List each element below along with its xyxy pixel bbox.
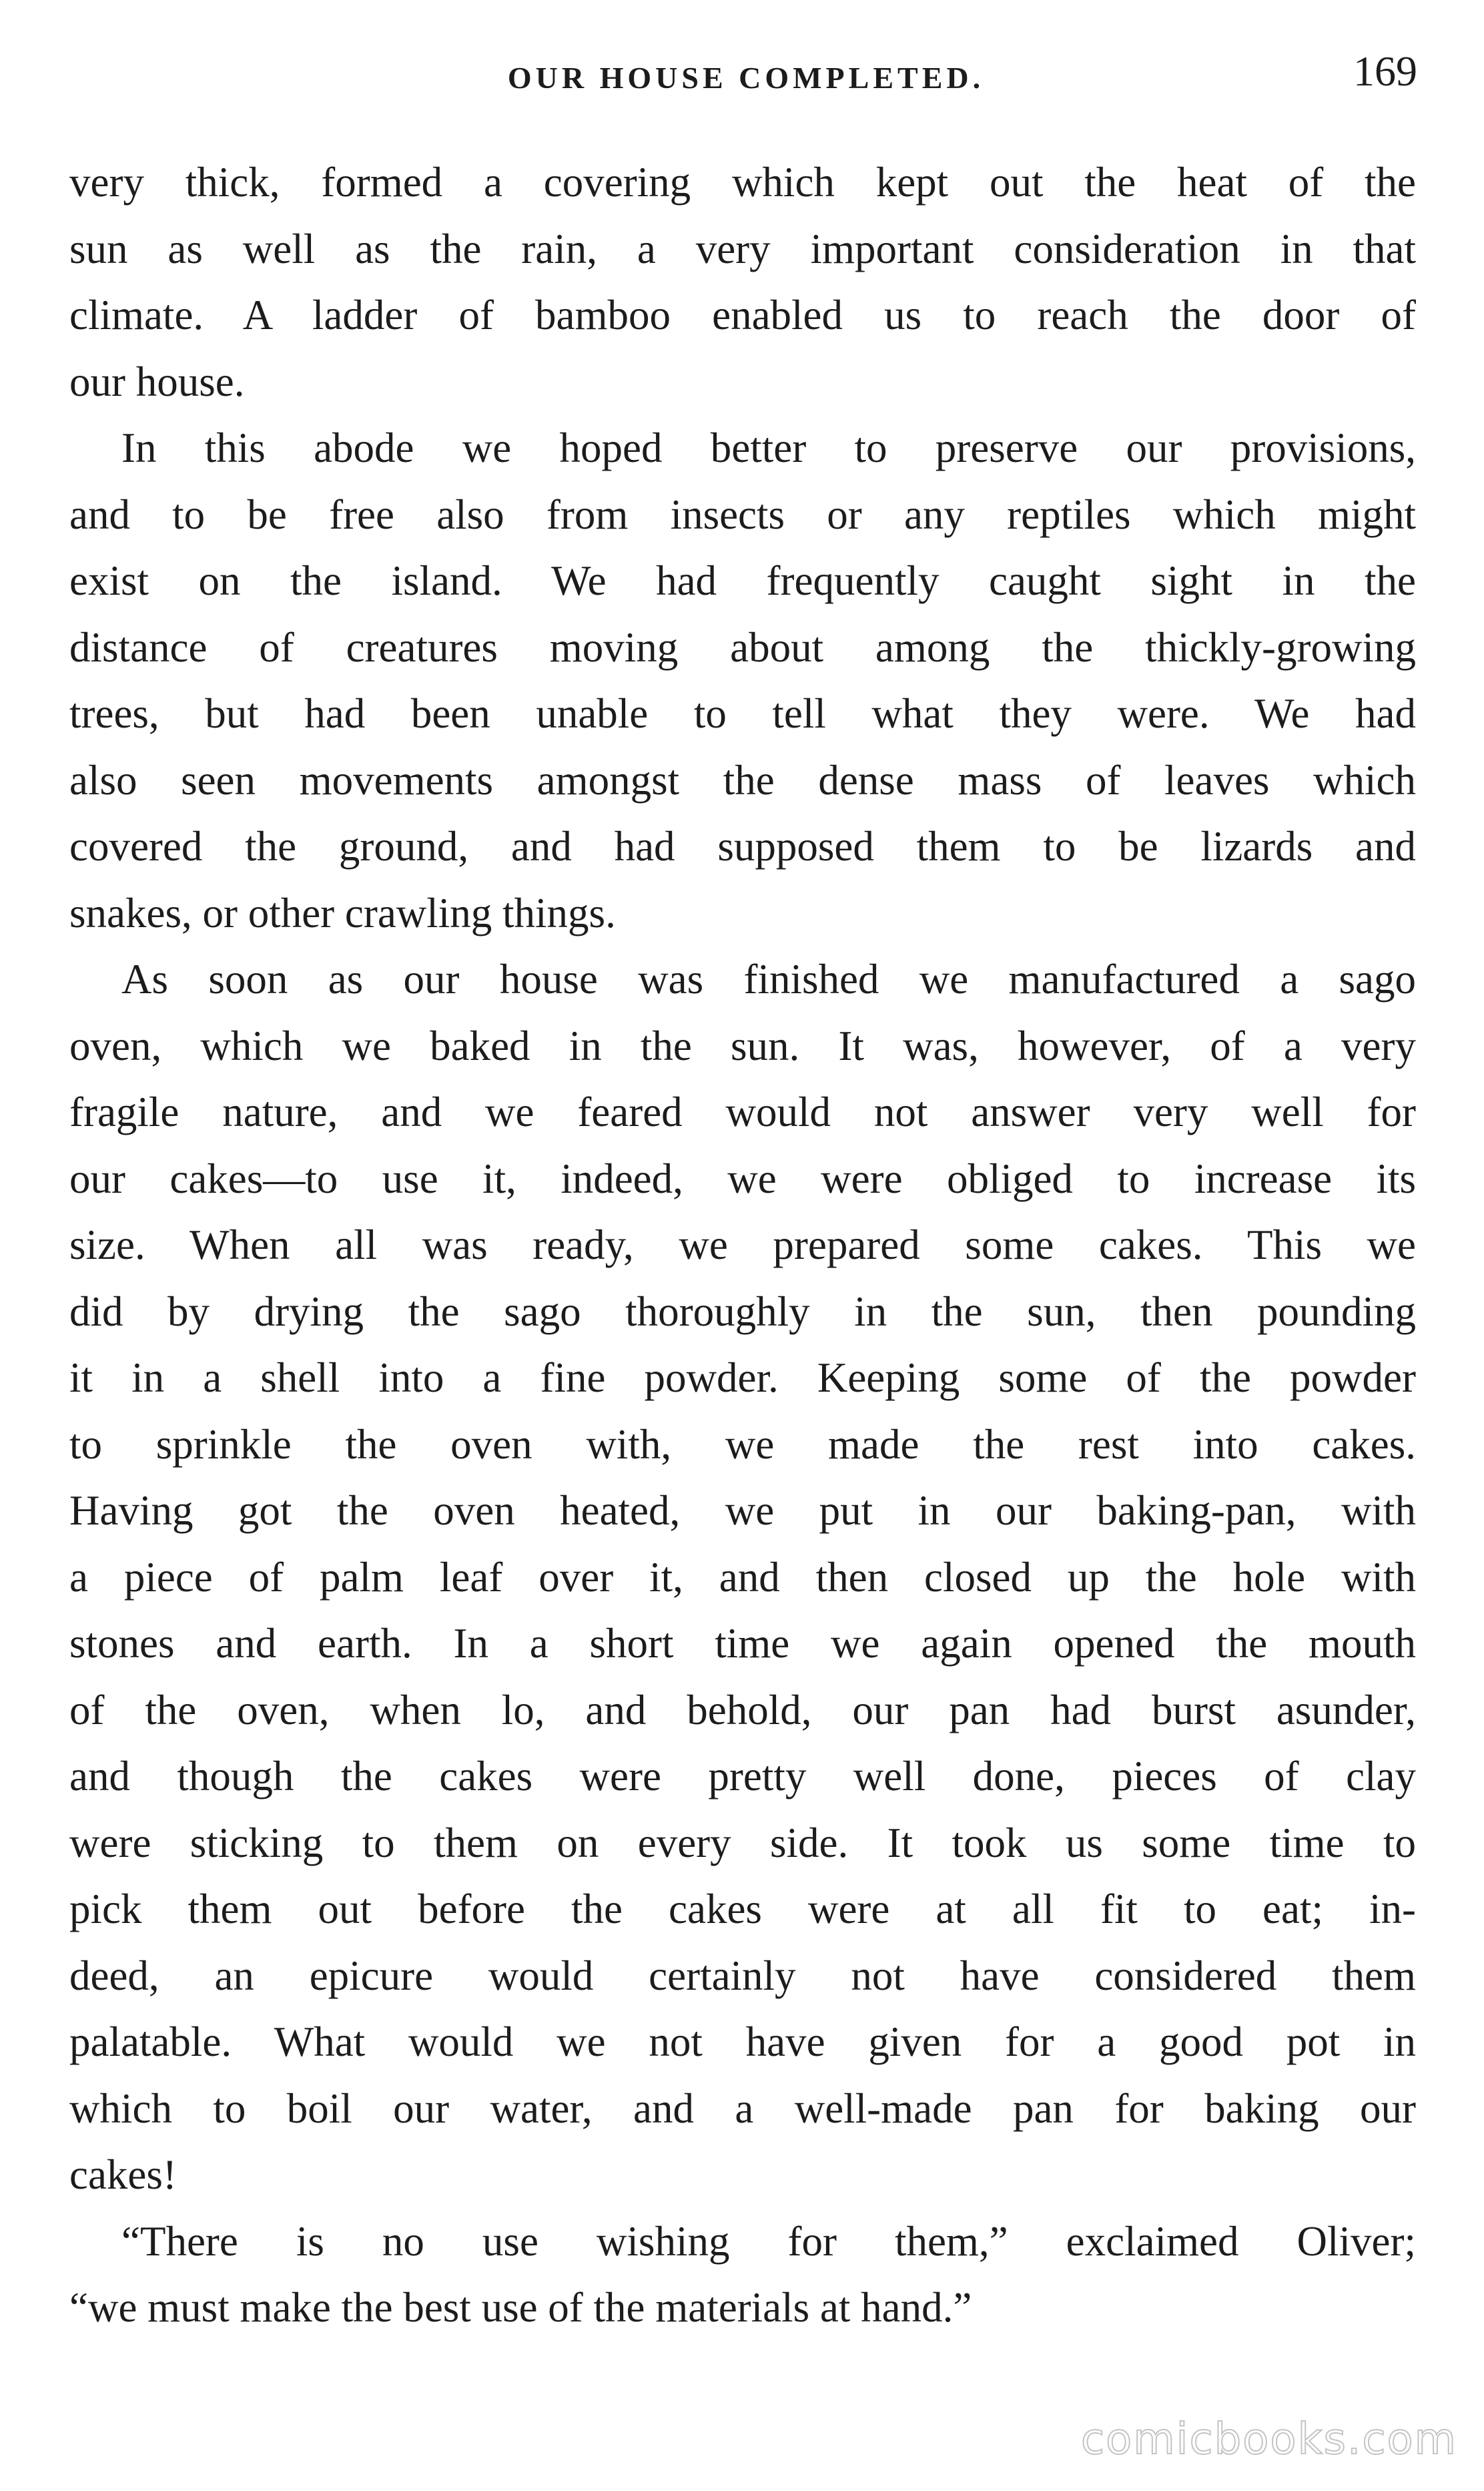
running-head [69,47,1423,120]
text-line: palatable. What would we not have given for a good pot in [69,2018,1416,2065]
text-line: climate. A ladder of bamboo enabled us to reach the door of [69,292,1416,338]
text-line: oven, which we baked in the sun. It was, however, of a very [69,1022,1416,1069]
text-line: stones and earth. In a short time we again opened the mouth [69,1620,1416,1667]
text-line: sun as well as the rain, a very important consideration in that [69,225,1416,272]
text-line: In this abode we hoped better to preserve our provisions, [121,425,1416,471]
text-line: our cakes—to use it, indeed, we were obliged to increase its [69,1155,1416,1202]
text-line: deed, an epicure would certainly not have considered them [69,1952,1416,1999]
text-line: a piece of palm leaf over it, and then closed up the hole with [69,1553,1416,1601]
text-line: pick them out before the cakes were at all fit to eat; in- [69,1886,1416,1932]
text-line: distance of creatures moving about among the thickly-growing [69,623,1416,671]
paragraph-4 [69,2209,1416,2341]
text-line: and to be free also from insects or any reptiles which might [69,491,1416,538]
text-line: and though the cakes were pretty well done, pieces of clay [69,1753,1416,1800]
page-number: 169 [1353,47,1417,95]
watermark-logo: comicbooks.com [1080,2415,1457,2464]
text-line: cakes! [69,2151,177,2198]
text-line: Having got the oven heated, we put in our baking-pan, with [69,1487,1416,1534]
text-line: it in a shell into a fine powder. Keeping some of the powder [69,1354,1416,1401]
text-line: covered the ground, and had supposed them to be lizards and [69,823,1416,870]
text-line: were sticking to them on every side. It took us some time to [69,1819,1416,1866]
text-line: very thick, formed a covering which kept out the heat of the [69,159,1416,206]
paragraph-3 [69,946,1416,2209]
text-line: “There is no use wishing for them,” exclaimed Oliver; [121,2217,1416,2265]
text-line: to sprinkle the oven with, we made the rest into cakes. [69,1420,1416,1468]
paragraph-2 [69,415,1416,946]
paragraph-1 [69,150,1416,415]
text-line: did by drying the sago thoroughly in the sun, then pounding [69,1288,1416,1335]
text-line: our house. [69,358,245,405]
text-line: “we must make the best use of the materials at hand.” [69,2284,972,2331]
text-line: fragile nature, and we feared would not answer very well for [69,1089,1416,1135]
text-line: exist on the island. We had frequently caught sight in the [69,557,1416,604]
body-text [69,150,1416,2341]
text-line: trees, but had been unable to tell what they were. We had [69,690,1416,737]
text-line: also seen movements amongst the dense mass of leaves which [69,756,1416,804]
running-title: OUR HOUSE COMPLETED. [507,61,985,95]
text-line: which to boil our water, and a well-made pan for baking our [69,2085,1416,2132]
text-line: snakes, or other crawling things. [69,889,616,936]
text-line: size. When all was ready, we prepared some cakes. This we [69,1221,1416,1268]
text-line: of the oven, when lo, and behold, our pan had burst asunder, [69,1686,1416,1733]
text-line: As soon as our house was finished we manufactured a sago [121,956,1416,1003]
